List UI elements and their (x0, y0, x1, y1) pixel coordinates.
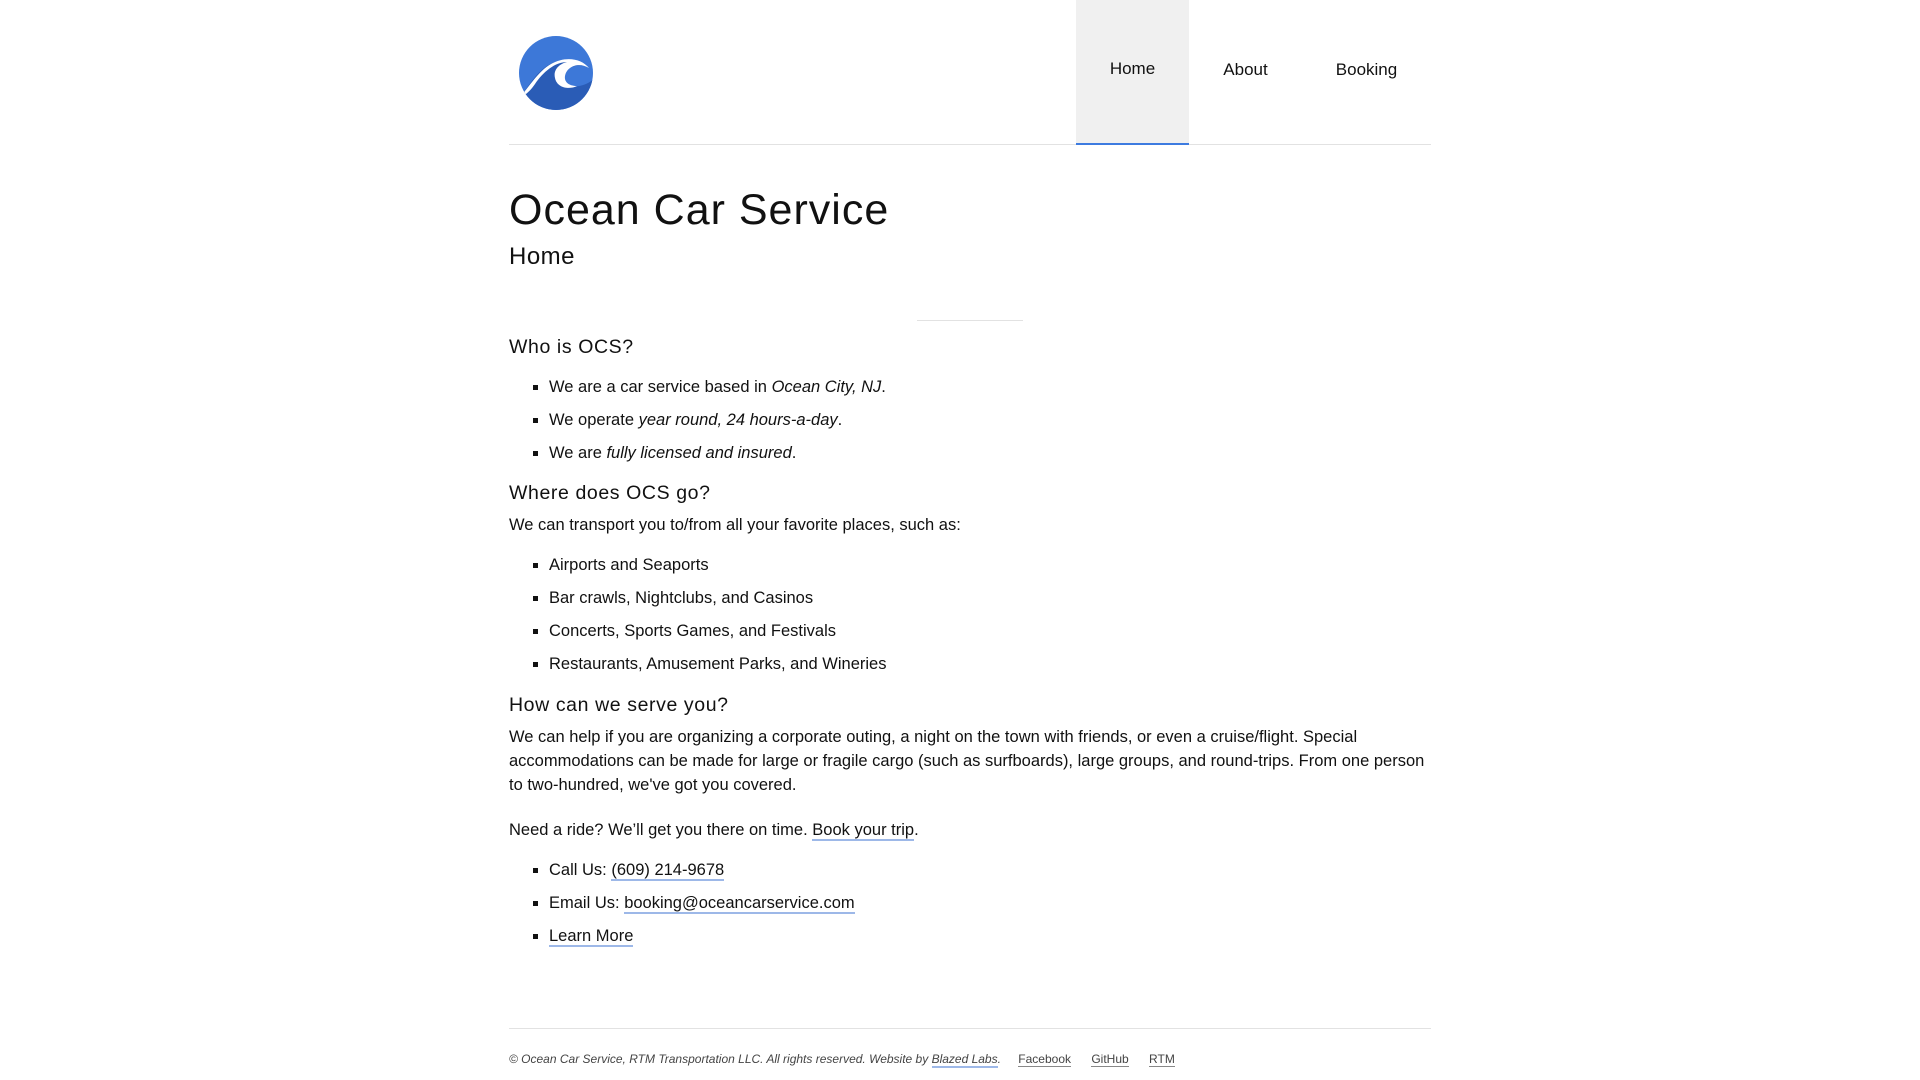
learn-more-link[interactable]: Learn More (549, 927, 634, 945)
places-list (509, 553, 886, 685)
email-link[interactable]: booking@oceancarservice.com (624, 894, 855, 912)
list-item: ▪ We are a car service based in Ocean City, NJ. (549, 375, 886, 408)
who-list (509, 375, 886, 474)
main-nav (1076, 0, 1431, 145)
blazed-labs-link[interactable]: Blazed Labs (931, 1052, 998, 1066)
where-intro: We can transport you to/from all your favorite places, such as: (509, 516, 961, 534)
list-item: ▪ Restaurants, Amusement Parks, and Wineries (549, 652, 886, 685)
how-heading: How can we serve you? (509, 694, 729, 716)
need-ride-text: Need a ride? We’ll get you there on time. Book your trip. (509, 821, 919, 839)
list-item: ▪ Airports and Seaports (549, 553, 886, 586)
nav-home[interactable]: Home (1076, 0, 1189, 145)
site-header (509, 0, 1431, 145)
footer-row (509, 1052, 1192, 1066)
page (509, 0, 1431, 1066)
how-body: We can help if you are organizing a corporate outing, a night on the town with friends, or even a cruise/flight. Special accommodations can be made for large or fragile cargo (such as surfboards), large groups, and round-trips. From one person to two-hundred, we've got you covered. (509, 728, 1425, 794)
book-trip-link[interactable]: Book your trip (812, 821, 915, 839)
copyright-text: © Ocean Car Service, RTM Transportation LLC. All rights reserved. Website by Blazed Labs. (509, 1052, 1001, 1066)
contact-list (509, 858, 855, 957)
list-item: ▪ We operate year round, 24 hours-a-day. (549, 408, 886, 441)
site-title: Ocean Car Service (509, 186, 890, 234)
list-item: ▪ Email Us: booking@oceancarservice.com (549, 891, 855, 924)
list-item: ▪ Bar crawls, Nightclubs, and Casinos (549, 586, 886, 619)
nav-about[interactable]: About (1223, 59, 1268, 79)
github-link[interactable]: GitHub (1091, 1052, 1129, 1066)
wave-logo-icon[interactable] (519, 36, 593, 110)
nav-booking[interactable]: Booking (1335, 59, 1398, 79)
site-footer (509, 1028, 1431, 1066)
list-item: ▪ Concerts, Sports Games, and Festivals (549, 619, 886, 652)
page-subtitle: Home (509, 243, 576, 270)
footer-links (1018, 1052, 1192, 1066)
facebook-link[interactable]: Facebook (1018, 1052, 1071, 1066)
list-item (549, 924, 855, 957)
list-item: ▪ We are fully licensed and insured. (549, 441, 886, 474)
list-item: ▪ Call Us: (609) 214-9678 (549, 858, 855, 891)
phone-link[interactable]: (609) 214-9678 (611, 861, 725, 879)
rtm-link[interactable]: RTM (1149, 1052, 1175, 1066)
where-heading: Where does OCS go? (509, 482, 711, 504)
who-heading: Who is OCS? (509, 336, 634, 358)
divider (917, 320, 1023, 321)
